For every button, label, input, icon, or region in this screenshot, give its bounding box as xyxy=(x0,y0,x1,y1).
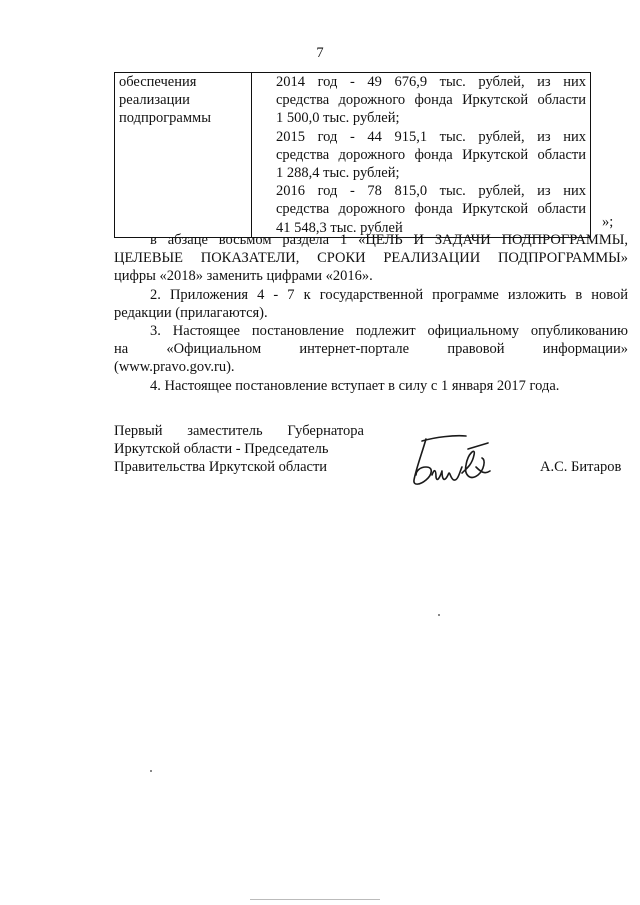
year-2016-line: средства дорожного фонда Иркутской области xyxy=(276,201,586,218)
signatory-title-line: Иркутской области - Председатель xyxy=(114,441,329,458)
table-label-cell xyxy=(115,73,252,238)
paragraph-line: редакции (прилагаются). xyxy=(114,304,268,321)
funding-table xyxy=(114,72,591,238)
closing-quote: »; xyxy=(602,214,614,230)
year-2014-line: средства дорожного фонда Иркутской области xyxy=(276,92,586,109)
signatory-title-line: Правительства Иркутской области xyxy=(114,459,328,476)
paragraph-item-4 xyxy=(114,377,628,395)
year-2014-line: 2014 год - 49 676,9 тыс. рублей, из них xyxy=(276,74,586,90)
year-2015-line: средства дорожного фонда Иркутской области xyxy=(276,146,586,163)
year-2016-line: 2016 год - 78 815,0 тыс. рублей, из них xyxy=(276,183,586,200)
paragraph-line: 3. Настоящее постановление подлежит официальному опубликованию xyxy=(150,323,628,340)
year-2015-line: 1 288,4 тыс. рублей; xyxy=(276,165,400,182)
paragraph-item-2 xyxy=(114,286,628,322)
year-2014-line: 1 500,0 тыс. рублей; xyxy=(276,110,400,127)
table-label-line: реализации xyxy=(119,92,190,109)
table-label-line: подпрограммы xyxy=(119,110,211,127)
signer-name: А.С. Битаров xyxy=(540,459,622,475)
paragraph-line: ЦЕЛЕВЫЕ ПОКАЗАТЕЛИ, СРОКИ РЕАЛИЗАЦИИ ПОДПРОГРАММЫ» xyxy=(114,250,628,267)
paragraph-line: 2. Приложения 4 - 7 к государственной программе изложить в новой xyxy=(150,286,628,303)
paragraph-line: на «Официальном интернет-портале правовой информации» xyxy=(114,341,628,358)
scan-speck xyxy=(150,770,152,772)
year-2014-entry xyxy=(256,73,586,128)
body-text xyxy=(114,231,628,395)
signatory-title-line: Первый заместитель Губернатора xyxy=(114,423,364,439)
paragraph-line: цифры «2018» заменить цифрами «2016». xyxy=(114,268,373,285)
page-number: 7 xyxy=(316,45,324,61)
paragraph-amendment xyxy=(114,231,628,286)
scan-speck xyxy=(438,614,440,616)
year-2016-line: 41 548,3 тыс. рублей xyxy=(276,219,403,236)
paragraph-item-3 xyxy=(114,322,628,377)
table-row xyxy=(115,73,591,238)
handwritten-signature xyxy=(404,425,524,495)
paragraph-line: 4. Настоящее постановление вступает в силу с 1 января 2017 года. xyxy=(150,377,560,394)
table-label-line: обеспечения xyxy=(119,74,197,90)
signatory-title xyxy=(114,422,364,477)
year-2015-entry xyxy=(256,128,586,183)
footer-line xyxy=(250,899,380,900)
table-value-cell xyxy=(252,73,591,238)
year-2016-entry xyxy=(256,182,586,237)
year-2015-line: 2015 год - 44 915,1 тыс. рублей, из них xyxy=(276,128,586,145)
paragraph-line: (www.pravo.gov.ru). xyxy=(114,359,235,376)
paragraph-line: в абзаце восьмом раздела 1 «ЦЕЛЬ И ЗАДАЧИ ПОДПРОГРАММЫ, xyxy=(150,232,628,248)
